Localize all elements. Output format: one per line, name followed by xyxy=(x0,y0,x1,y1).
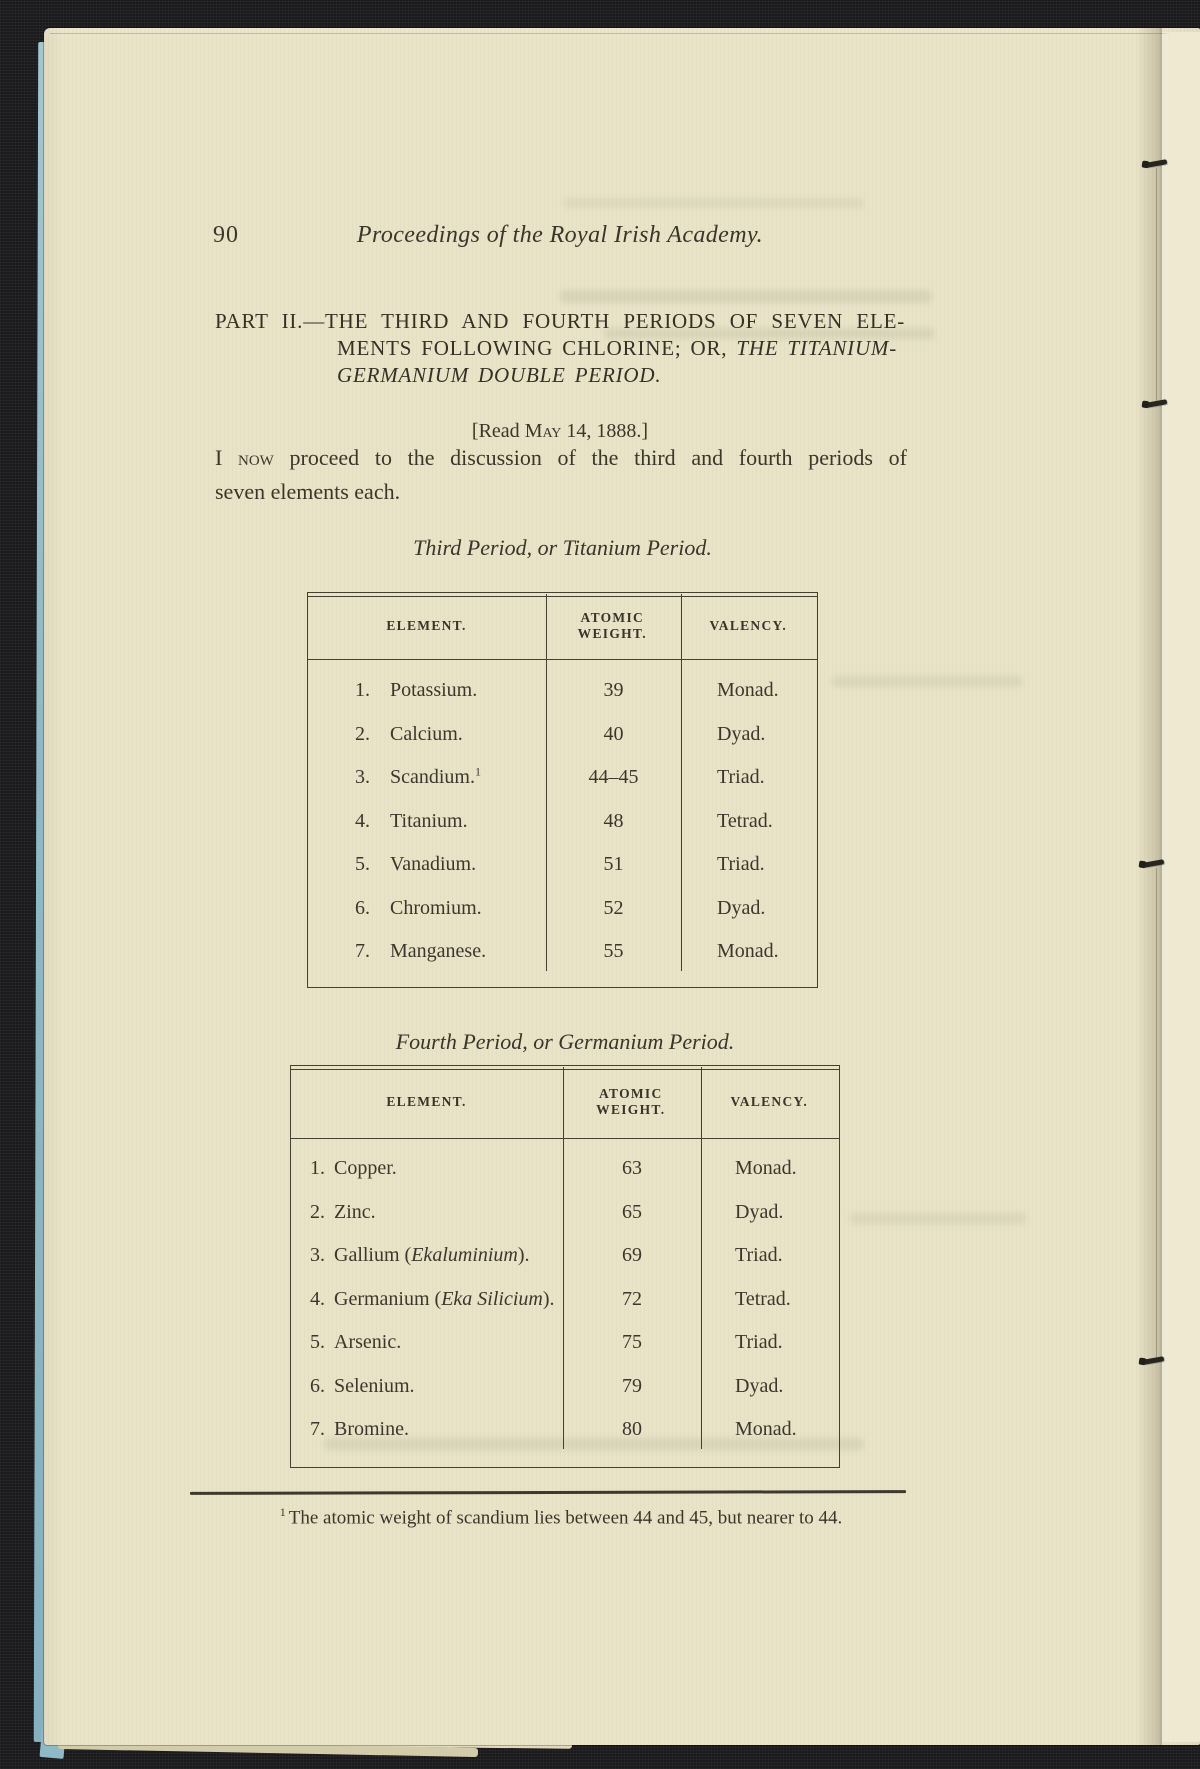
table-row xyxy=(291,1234,839,1278)
fourth-period-table xyxy=(290,1065,840,1468)
column-header: ELEMENT. xyxy=(386,1094,467,1109)
table-row xyxy=(308,800,817,844)
element-cell xyxy=(308,723,546,746)
fourth-period-table-title: Fourth Period, or Germanium Period. xyxy=(395,1029,735,1054)
read-date-month: May xyxy=(524,420,562,442)
element-name: Gallium (Ekaluminium). xyxy=(334,1244,530,1267)
row-number: 1. xyxy=(310,1157,325,1180)
atomic-weight-cell: 44–45 xyxy=(588,766,639,789)
valency-cell: Tetrad. xyxy=(735,1287,791,1310)
column-header: VALENCY. xyxy=(709,618,788,633)
page-number: 90 xyxy=(213,222,239,248)
element-cell xyxy=(291,1375,563,1398)
column-header: ELEMENT. xyxy=(386,618,467,633)
element-cell xyxy=(308,940,546,963)
header-underline xyxy=(291,1138,839,1139)
element-name: Bromine. xyxy=(334,1418,409,1441)
heading-line: PART II.—THE THIRD AND FOURTH PERIODS OF SEVEN ELE- xyxy=(215,309,905,333)
read-date-text: 14, 1888.] xyxy=(561,420,649,442)
element-name: Zinc. xyxy=(334,1200,376,1223)
element-name: Chromium. xyxy=(390,896,482,919)
column-divider xyxy=(681,594,682,971)
table-header-row xyxy=(291,1066,839,1138)
row-number: 7. xyxy=(310,1418,325,1441)
row-number: 1. xyxy=(355,679,370,702)
atomic-weight-cell: 79 xyxy=(622,1374,642,1397)
column-header: ATOMIC WEIGHT. xyxy=(577,610,647,641)
book-page xyxy=(44,28,1200,1745)
table-row xyxy=(308,713,817,757)
footnote-marker: 1 xyxy=(279,1505,286,1519)
heading-italic: THE TITANIUM- xyxy=(736,336,898,360)
intro-paragraph xyxy=(215,441,907,509)
column-divider xyxy=(701,1067,702,1449)
table-row xyxy=(308,669,817,713)
valency-cell: Monad. xyxy=(717,940,779,963)
element-cell xyxy=(308,766,546,789)
valency-cell: Triad. xyxy=(735,1331,783,1354)
row-number: 4. xyxy=(355,809,370,832)
element-name: Selenium. xyxy=(334,1374,415,1397)
table-row xyxy=(291,1321,839,1365)
element-name: Scandium.$^1$ xyxy=(390,764,481,789)
heading-line: GERMANIUM DOUBLE PERIOD. xyxy=(337,363,662,387)
page-header xyxy=(215,222,905,252)
element-cell xyxy=(291,1244,563,1267)
valency-cell: Monad. xyxy=(735,1418,797,1441)
heading-line xyxy=(337,335,915,362)
row-number: 3. xyxy=(355,766,370,789)
table-row xyxy=(291,1278,839,1322)
element-cell xyxy=(308,810,546,833)
element-cell xyxy=(291,1418,563,1441)
element-name: Titanium. xyxy=(390,809,468,832)
valency-cell: Monad. xyxy=(717,679,779,702)
table-row xyxy=(291,1365,839,1409)
atomic-weight-cell: 51 xyxy=(603,853,624,876)
element-name: Vanadium. xyxy=(390,853,477,876)
footnote xyxy=(215,1505,907,1529)
footnote-text: The atomic weight of scandium lies between 44 and 45, but nearer to 44. xyxy=(288,1507,843,1529)
atomic-weight-cell: 39 xyxy=(603,679,624,702)
row-number: 5. xyxy=(355,853,370,876)
running-head: Proceedings of the Royal Irish Academy. xyxy=(356,222,764,248)
third-period-table-title: Third Period, or Titanium Period. xyxy=(413,535,712,560)
atomic-weight-cell: 80 xyxy=(622,1418,642,1441)
table-row xyxy=(291,1191,839,1235)
element-cell xyxy=(291,1288,563,1311)
element-name: Copper. xyxy=(334,1157,397,1180)
valency-cell: Triad. xyxy=(717,766,765,789)
atomic-weight-cell: 69 xyxy=(622,1244,642,1267)
read-date-text: [Read xyxy=(471,420,525,442)
section-heading xyxy=(215,308,915,389)
column-header: ATOMIC WEIGHT. xyxy=(596,1086,666,1117)
element-cell xyxy=(291,1157,563,1180)
paragraph-line: seven elements each. xyxy=(215,479,401,504)
header-underline xyxy=(308,659,817,660)
row-number: 3. xyxy=(310,1244,325,1267)
valency-cell: Dyad. xyxy=(717,722,766,745)
atomic-weight-cell: 63 xyxy=(622,1157,642,1180)
table-rows xyxy=(308,659,817,974)
heading-roman: MENTS FOLLOWING CHLORINE; OR, xyxy=(337,336,737,360)
atomic-weight-cell: 52 xyxy=(603,896,624,919)
valency-cell: Dyad. xyxy=(717,896,766,919)
valency-cell: Triad. xyxy=(717,853,765,876)
element-name: Calcium. xyxy=(390,722,463,745)
element-cell xyxy=(291,1201,563,1224)
row-number: 2. xyxy=(355,722,370,745)
atomic-weight-cell: 40 xyxy=(603,722,624,745)
valency-cell: Dyad. xyxy=(735,1200,784,1223)
column-header: VALENCY. xyxy=(730,1094,809,1109)
paragraph-line: I now proceed to the discussion of the third and fourth periods of xyxy=(215,445,907,470)
valency-cell: Monad. xyxy=(735,1157,797,1180)
element-name: Germanium (Eka Silicium). xyxy=(334,1287,555,1310)
table-header-row xyxy=(308,593,817,659)
valency-cell: Tetrad. xyxy=(717,809,773,832)
atomic-weight-cell: 72 xyxy=(622,1287,642,1310)
footnote-separator-rule xyxy=(190,1490,906,1494)
table-row xyxy=(308,843,817,887)
row-number: 7. xyxy=(355,940,370,963)
page-content xyxy=(44,28,1200,1745)
table-row xyxy=(308,887,817,931)
row-number: 6. xyxy=(355,896,370,919)
atomic-weight-cell: 75 xyxy=(622,1331,642,1354)
element-cell xyxy=(308,679,546,702)
table-row xyxy=(291,1147,839,1191)
element-name: Potassium. xyxy=(390,679,478,702)
table-row xyxy=(291,1408,839,1452)
element-cell xyxy=(308,853,546,876)
row-number: 2. xyxy=(310,1200,325,1223)
element-name: Arsenic. xyxy=(334,1331,402,1354)
element-cell xyxy=(308,897,546,920)
third-period-table xyxy=(307,592,818,988)
read-date-line xyxy=(215,420,905,443)
table-row xyxy=(308,930,817,974)
row-number: 6. xyxy=(310,1374,325,1397)
valency-cell: Triad. xyxy=(735,1244,783,1267)
column-divider xyxy=(546,594,547,971)
atomic-weight-cell: 55 xyxy=(603,940,624,963)
atomic-weight-cell: 65 xyxy=(622,1200,642,1223)
column-divider xyxy=(563,1067,564,1449)
table-row xyxy=(308,756,817,800)
table-rows xyxy=(291,1138,839,1452)
row-number: 5. xyxy=(310,1331,325,1354)
element-cell xyxy=(291,1331,563,1354)
row-number: 4. xyxy=(310,1287,325,1310)
valency-cell: Dyad. xyxy=(735,1374,784,1397)
atomic-weight-cell: 48 xyxy=(603,809,624,832)
element-name: Manganese. xyxy=(390,940,487,963)
